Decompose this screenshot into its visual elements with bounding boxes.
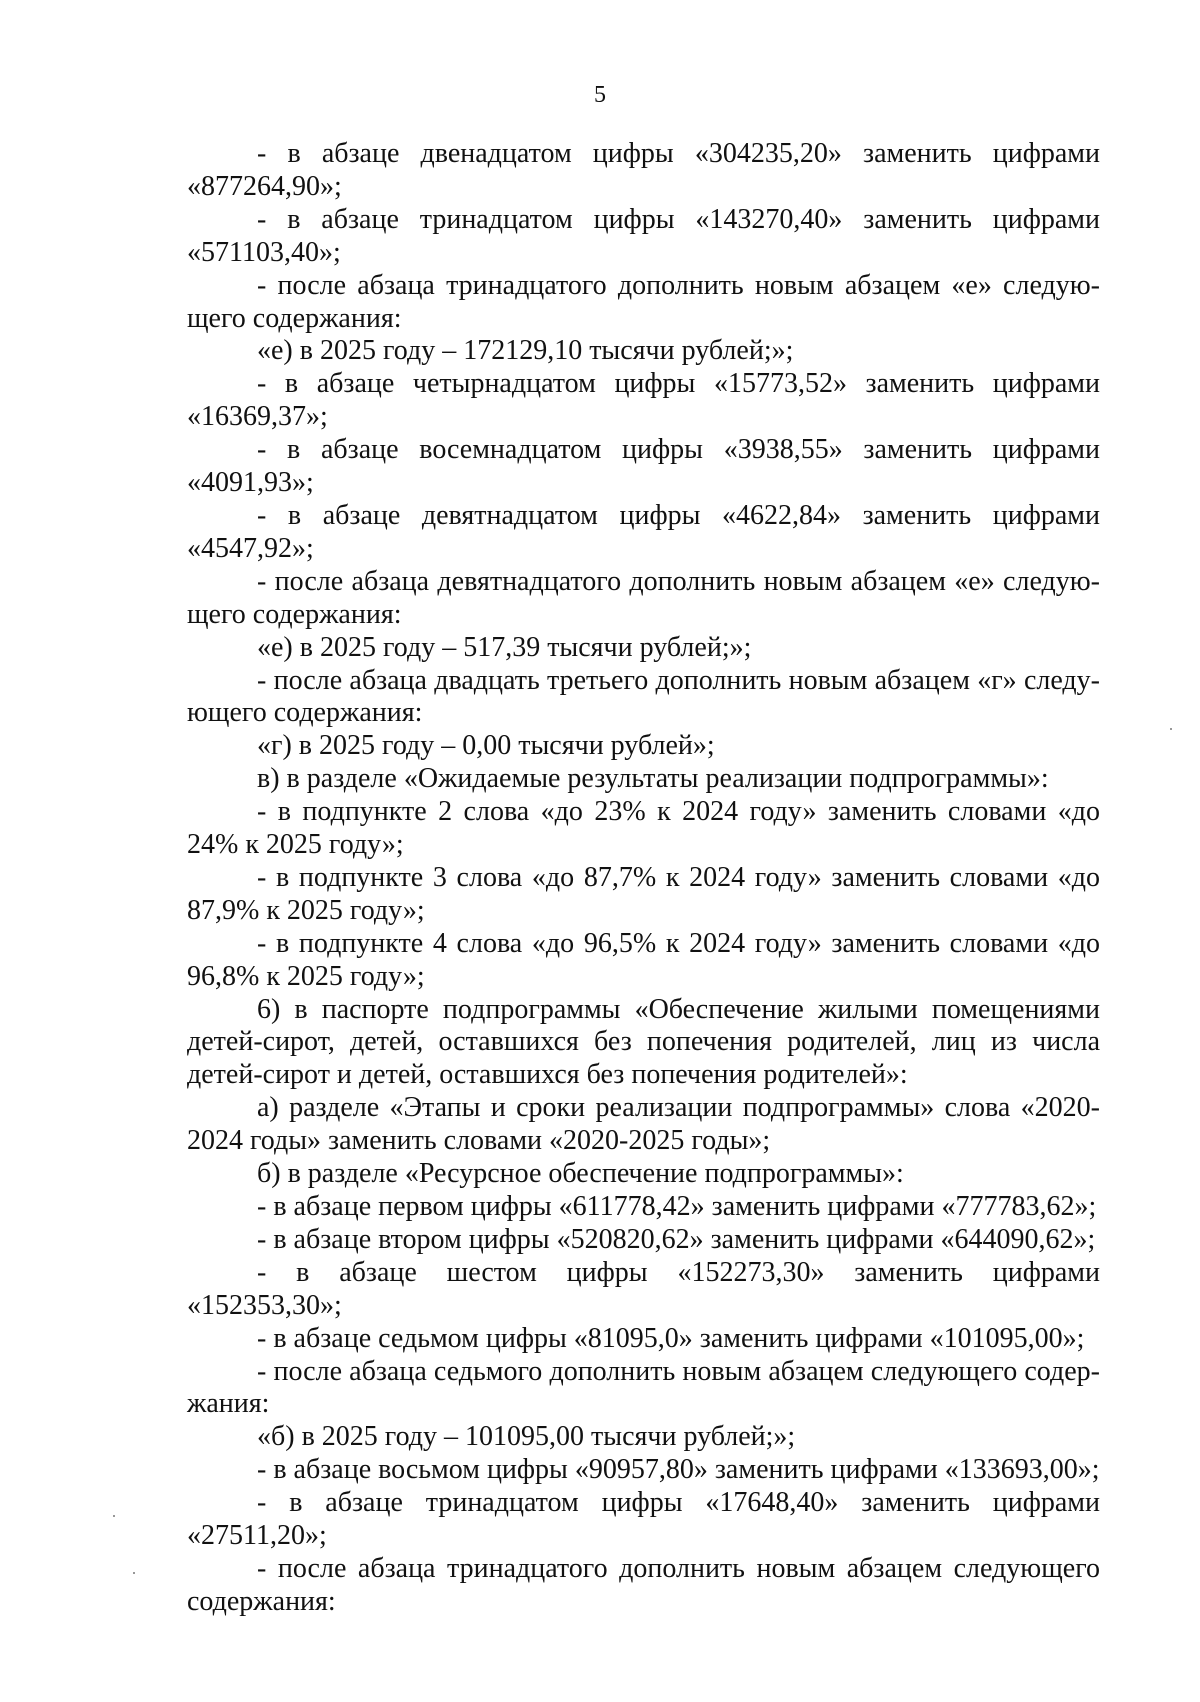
paragraph: - в абзаце тринадцатом цифры «143270,40» заменить цифрами «571103,40»; [187,203,1100,268]
paragraph: - в абзаце восьмом цифры «90957,80» заменить цифрами «133693,00»; [257,1454,1100,1486]
document-body [187,138,1100,1619]
paragraph: - в абзаце шестом цифры «152273,30» заменить цифрами «152353,30»; [187,1256,1100,1321]
paragraph: - в абзаце первом цифры «611778,42» заменить цифрами «777783,62»; [257,1191,1097,1222]
paragraph: «е) в 2025 году – 172129,10 тысячи рублей;»; [257,335,794,367]
paragraph: а) разделе «Этапы и сроки реализации подпрограммы» слова «2020-2024 годы» заменить словами «2020-2025 годы»; [187,1092,1100,1157]
scan-speck [133,1572,135,1574]
paragraph: «г) в 2025 году – 0,00 тысячи рублей»; [257,730,715,762]
paragraph: - в абзаце втором цифры «520820,62» заменить цифрами «644090,62»; [257,1223,1096,1255]
paragraph: - в подпункте 4 слова «до 96,5% к 2024 году» заменить словами «до 96,8% к 2025 году»; [187,927,1100,992]
paragraph: - в абзаце тринадцатом цифры «17648,40» заменить цифрами «27511,20»; [187,1487,1100,1552]
paragraph: в) в разделе «Ожидаемые результаты реализации подпрограммы»: [257,763,1049,795]
paragraph: - после абзаца тринадцатого дополнить новым абзацем «е» следующего содержания: [187,269,1100,334]
paragraph: - после абзаца двадцать третьего дополнить новым абзацем «г» следующего содержания: [187,664,1100,729]
scan-speck [1170,728,1172,730]
paragraph: «е) в 2025 году – 517,39 тысячи рублей;»; [257,631,752,663]
paragraph: - в абзаце восемнадцатом цифры «3938,55» заменить цифрами «4091,93»; [187,434,1100,499]
page-number: 5 [594,82,606,108]
paragraph: - в абзаце седьмом цифры «81095,0» заменить цифрами «101095,00»; [257,1322,1085,1354]
paragraph: «б) в 2025 году – 101095,00 тысячи рублей;»; [257,1421,796,1453]
paragraph: - в абзаце двенадцатом цифры «304235,20» заменить цифрами «877264,90»; [187,138,1100,202]
scan-speck [113,1515,115,1517]
paragraph: б) в разделе «Ресурсное обеспечение подпрограммы»: [257,1158,904,1190]
paragraph: - в абзаце четырнадцатом цифры «15773,52» заменить цифрами «16369,37»; [187,368,1100,433]
paragraph: - после абзаца девятнадцатого дополнить новым абзацем «е» следующего содержания: [187,565,1100,630]
paragraph: - после абзаца седьмого дополнить новым абзацем следующего содержания: [187,1355,1100,1420]
paragraph: - после абзаца тринадцатого дополнить новым абзацем следующего содержания: [187,1552,1100,1617]
paragraph: 6) в паспорте подпрограммы «Обеспечение жилыми помещениями детей-сирот, детей, оставшихся без попечения родителей, лиц из числа детей-сирот и детей, оставшихся без попечения родителей»: [187,993,1100,1091]
paragraph: - в подпункте 3 слова «до 87,7% к 2024 году» заменить словами «до 87,9% к 2025 году»; [187,861,1100,926]
paragraph: - в абзаце девятнадцатом цифры «4622,84» заменить цифрами «4547,92»; [187,499,1100,564]
paragraph: - в подпункте 2 слова «до 23% к 2024 году» заменить словами «до 24% к 2025 году»; [187,796,1100,861]
